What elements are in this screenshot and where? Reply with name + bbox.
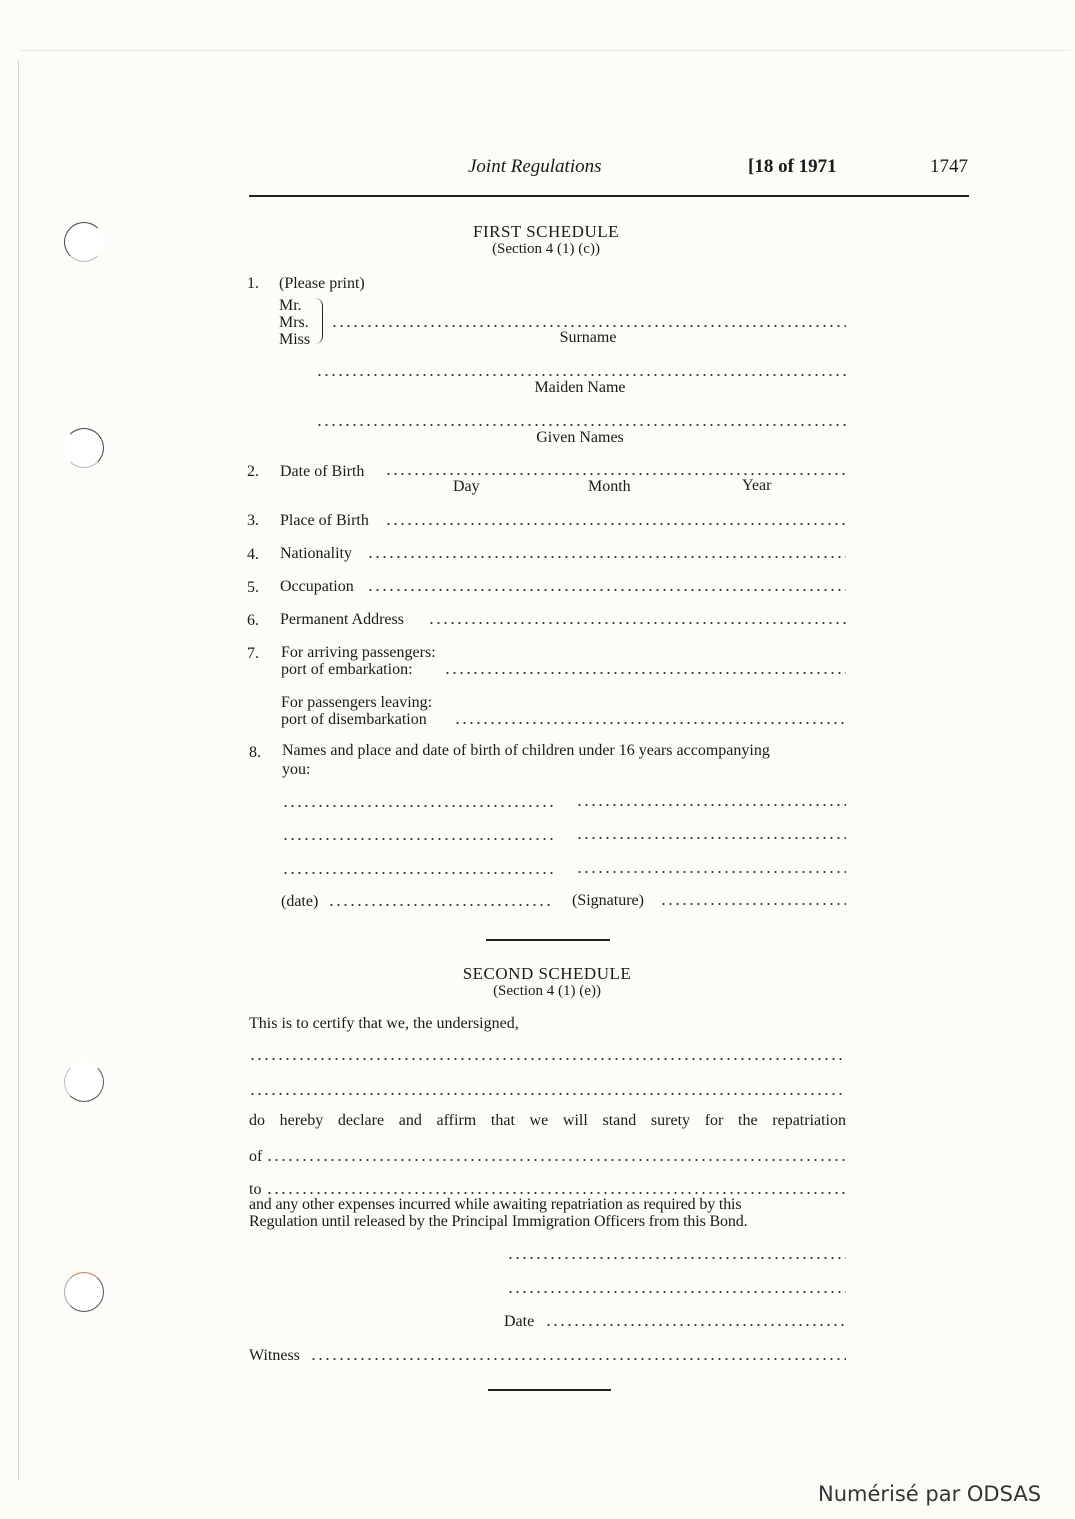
given-names-field[interactable] — [316, 424, 846, 426]
scan-watermark: Numérisé par ODSAS — [818, 1482, 1042, 1506]
children-text: Names and place and date of birth of children under 16 years accompanying — [282, 742, 770, 759]
item-number: 7. — [247, 645, 259, 662]
witness-label: Witness — [249, 1347, 300, 1364]
item-number: 8. — [249, 744, 261, 761]
permanent-address-label: Permanent Address — [280, 611, 404, 628]
given-names-label: Given Names — [536, 429, 624, 446]
title-mrs: Mrs. — [279, 314, 309, 331]
title-mr: Mr. — [279, 297, 302, 314]
date-label: (date) — [281, 893, 319, 910]
disembarkation-label: port of disembarkation — [281, 711, 427, 728]
disembarkation-field[interactable] — [454, 722, 846, 724]
item-number: 4. — [247, 546, 259, 563]
item-number: 6. — [247, 612, 259, 629]
page-edge-top — [20, 50, 1070, 51]
page-number: 1747 — [930, 156, 968, 177]
leaving-heading: For passengers leaving: — [281, 694, 433, 711]
embarkation-field[interactable] — [444, 672, 846, 674]
undersigned-field[interactable] — [249, 1093, 846, 1095]
surety-signature-field[interactable] — [507, 1291, 846, 1293]
signature-field[interactable] — [660, 903, 846, 905]
item-number: 5. — [247, 579, 259, 596]
embarkation-label: port of embarkation: — [281, 661, 413, 678]
punch-hole — [64, 222, 104, 262]
bond-date-label: Date — [504, 1313, 535, 1330]
item-number: 1. — [247, 275, 259, 292]
repatriation-to-field[interactable] — [266, 1192, 846, 1194]
child-field[interactable] — [282, 805, 554, 807]
first-schedule-section: (Section 4 (1) (c)) — [492, 241, 600, 257]
header-rule — [249, 195, 969, 197]
punch-hole — [64, 1062, 104, 1102]
year-label: Year — [742, 477, 772, 494]
date-field[interactable] — [328, 904, 554, 906]
child-field[interactable] — [576, 804, 846, 806]
children-text-cont: you: — [282, 761, 311, 778]
date-of-birth-field[interactable] — [385, 473, 846, 475]
surname-label: Surname — [559, 329, 617, 346]
child-field[interactable] — [282, 838, 554, 840]
month-label: Month — [588, 478, 631, 495]
signature-label: (Signature) — [572, 892, 644, 909]
page-edge — [18, 60, 19, 1480]
bond-date-field[interactable] — [545, 1324, 846, 1326]
act-reference: [18 of 1971 — [748, 156, 837, 177]
first-schedule-title: FIRST SCHEDULE — [472, 222, 619, 241]
certify-text: This is to certify that we, the undersigned, — [249, 1015, 519, 1032]
place-of-birth-field[interactable] — [385, 523, 846, 525]
section-separator — [486, 939, 610, 941]
title-brace — [314, 298, 323, 344]
day-label: Day — [453, 478, 480, 495]
maiden-name-label: Maiden Name — [534, 379, 626, 396]
section-separator — [488, 1389, 611, 1391]
surname-field[interactable] — [331, 325, 846, 327]
expenses-text-cont: Regulation until released by the Principal Immigration Officers from this Bond. — [249, 1213, 748, 1230]
punch-hole — [64, 1272, 104, 1312]
punch-hole — [64, 428, 104, 468]
child-field[interactable] — [576, 837, 846, 839]
nationality-field[interactable] — [367, 556, 846, 558]
permanent-address-field[interactable] — [428, 622, 846, 624]
undersigned-field[interactable] — [249, 1058, 846, 1060]
of-label: of — [249, 1148, 263, 1165]
child-field[interactable] — [282, 872, 554, 874]
expenses-text: and any other expenses incurred while awaiting repatriation as required by this — [249, 1196, 742, 1213]
nationality-label: Nationality — [280, 545, 352, 562]
arriving-heading: For arriving passengers: — [281, 644, 436, 661]
please-print-instruction: (Please print) — [279, 275, 365, 292]
child-field[interactable] — [576, 871, 846, 873]
maiden-name-field[interactable] — [316, 374, 846, 376]
item-number: 2. — [247, 463, 259, 480]
repatriation-of-field[interactable] — [266, 1159, 846, 1161]
witness-field[interactable] — [310, 1358, 846, 1360]
place-of-birth-label: Place of Birth — [280, 512, 369, 529]
surety-signature-field[interactable] — [507, 1257, 846, 1259]
occupation-label: Occupation — [280, 578, 354, 595]
title-miss: Miss — [279, 331, 311, 348]
item-number: 3. — [247, 512, 259, 529]
date-of-birth-label: Date of Birth — [280, 463, 365, 480]
running-title: Joint Regulations — [468, 156, 602, 177]
to-label: to — [249, 1181, 262, 1198]
second-schedule-title: SECOND SCHEDULE — [462, 964, 632, 983]
second-schedule-section: (Section 4 (1) (e)) — [493, 983, 601, 999]
declare-text: do hereby declare and affirm that we will stand surety for the repatriation — [249, 1112, 846, 1129]
occupation-field[interactable] — [367, 589, 846, 591]
